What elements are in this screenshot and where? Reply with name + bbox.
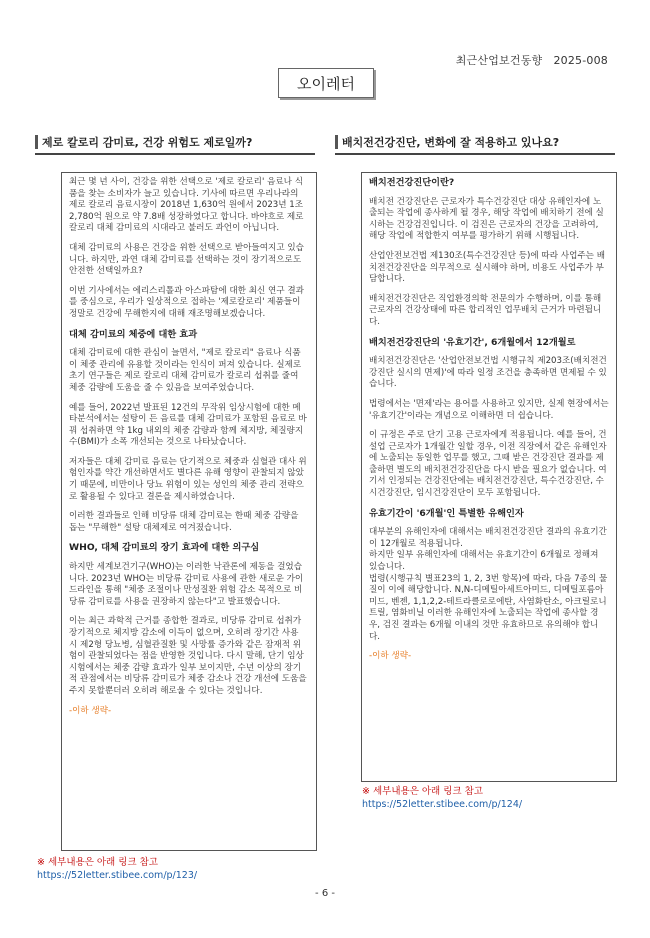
left-paragraph: 저자들은 대체 감미료 음료는 단기적으로 체중과 심혈관 대사 위험인자를 약간 개선하면서도 별다른 유해 영향이 관찰되지 않았기 때문에, 비만이나 당뇨 위험이 있는 성인의 체중 관리 전략으로 활용될 수 있다고 결론을 제시하였습니다.	[69, 456, 307, 502]
right-heading: 배치전건강진단의 '유효기간', 6개월에서 12개월로	[369, 336, 576, 348]
right-paragraph: 대부분의 유해인자에 대해서는 배치전건강진단 결과의 유효기간이 12개월로 적용됩니다. 하지만 일부 유해인자에 대해서는 유효기간이 6개월로 정해져 있습니다. 법령(시행규칙 별표23의 1, 2, 3번 항목)에 따라, 다음 7종의 물질이 이에 해당합니다. N,N-디메틸아세트아미드, 디메틸포름아미드, 벤젠, 1,1,2,2-테트라클로로에탄, 사염화탄소, 아크릴로니트릴, 염화비닐 이러한 유해인자에 노출되는 작업에 종사할 경우, 검진 결과는 6개월 이내의 것만 유효하므로 유의해야 합니다.	[369, 527, 608, 642]
right-paragraph: 산업안전보건법 제130조(특수건강진단 등)에 따라 사업주는 배치전건강진단을 의무적으로 실시해야 하며, 비용도 사업주가 부담합니다.	[369, 250, 606, 285]
left-paragraph: 대체 감미료에 대한 관심이 늘면서, "제로 칼로리" 음료나 식품이 체중 관리에 유용할 것이라는 인식이 퍼져 있습니다. 실제로 초기 연구들은 제로 칼로리 대체 감미료가 칼로리 섭취를 줄여 체중 감량에 도움을 줄 수 있음을 보여주었습니다.	[69, 348, 302, 393]
left-ref-note: ※ 세부내용은 아래 링크 참고	[37, 857, 158, 868]
right-paragraph: 배치전건강진단은 '산업안전보건법 시행규칙 제203조(배치전건강진단 실시의 면제)'에 따라 일정 조건을 충족하면 면제될 수 있습니다.	[369, 356, 607, 390]
left-paragraph: 최근 몇 년 사이, 건강을 위한 선택으로 '제로 칼로리' 음료나 식품을 찾는 소비자가 늘고 있습니다. 기사에 따르면 우리나라의 제로 칼로리 음료시장이 2018년 1,630억 원에서 2023년 1조 2,780억 원으로 약 7.8배 성장하였다고 합니다. 바야흐로 제로 칼로리 대체 감미료의 시대라고 불러도 과언이 아닙니다.	[69, 177, 304, 234]
left-paragraph: 이번 기사에서는 에리스리톨과 아스파탐에 대한 최신 연구 결과를 중심으로, 우리가 일상적으로 접하는 '제로칼로리' 제품들이 정말로 건강에 무해한지에 대해 재조명해보겠습니다.	[69, 285, 304, 319]
right-omitted-note: -이하 생략-	[369, 651, 412, 662]
page-header	[456, 52, 608, 68]
left-paragraph: 하지만 세계보건기구(WHO)는 이러한 낙관론에 제동을 걸었습니다. 2023년 WHO는 비당류 감미료 사용에 관한 새로운 가이드라인을 통해 "체중 조절이나 만성질환 위험 감소 목적으로 비당류 감미료를 사용을 권장하지 않는다"고 발표했습니다.	[69, 562, 304, 607]
left-section-title	[35, 131, 315, 155]
right-heading: 유효기간이 '6개월'인 특별한 유해인자	[369, 507, 524, 519]
left-reference	[37, 856, 197, 882]
right-paragraph: 법령에서는 '면제'라는 용어를 사용하고 있지만, 실제 현장에서는 '유효기간'이라는 개념으로 이해하면 더 쉽습니다.	[369, 398, 609, 421]
page-title: 오이레터	[278, 68, 374, 98]
right-ref-note: ※ 세부내용은 아래 링크 참고	[362, 786, 483, 797]
title-bar-icon	[335, 135, 338, 149]
title-bar-icon	[35, 135, 38, 149]
right-paragraph: 배치전 건강진단은 근로자가 특수건강진단 대상 유해인자에 노출되는 작업에 종사하게 될 경우, 해당 작업에 배치하기 전에 실시하는 건강검진입니다. 이 검진은 근로자의 건강을 고려하여, 해당 작업에 적합한지 여부를 평가하기 위해 시행됩니다.	[369, 196, 604, 242]
page-number: - 6 -	[315, 888, 335, 899]
left-heading: 대체 감미료의 체중에 대한 효과	[69, 328, 198, 340]
left-article-box	[61, 172, 317, 851]
left-omitted-note: -이하 생략-	[69, 705, 112, 716]
right-article-box	[361, 172, 617, 782]
right-section-title	[335, 131, 615, 155]
right-reference	[362, 785, 522, 811]
right-heading: 배치전건강진단이란?	[369, 177, 455, 188]
right-ref-link[interactable]: https://52letter.stibee.com/p/124/	[362, 799, 523, 810]
right-paragraph: 이 규정은 주로 단기 고용 근로자에게 적용됩니다. 예를 들어, 건설업 근로자가 1개월간 일할 경우, 이전 직장에서 같은 유해인자에 노출되는 동일한 업무를 했고, 그때 받은 건강진단 결과를 제출하면 별도의 배치전건강진단을 다시 받을 필요가 없습니다. 여기서 인정되는 건강진단에는 배치전건강진단, 특수건강진단, 수시건강진단, 임시건강진단이 모두 포함됩니다.	[369, 430, 607, 499]
left-heading: WHO, 대체 감미료의 장기 효과에 대한 의구심	[69, 542, 260, 554]
left-paragraph: 예를 들어, 2022년 발표된 12건의 무작위 임상시험에 대한 메타분석에서는 설탕이 든 음료를 대체 감미료가 포함된 음료로 바꿔 섭취하면 약 1kg 내외의 체중 감량과 함께 체지방, 체질량지수(BMI)가 소폭 개선되는 것으로 나타났습니다.	[69, 402, 307, 448]
issue-number: 2025-008	[553, 54, 608, 67]
publication-name: 최근산업보건동향	[455, 54, 543, 67]
left-section-title-text: 제로 칼로리 감미료, 건강 위험도 제로일까?	[42, 136, 253, 149]
left-paragraph: 대체 감미료의 사용은 건강을 위한 선택으로 받아들여지고 있습니다. 하지만, 과연 대체 감미료를 선택하는 것이 장기적으로도 안전한 선택일까요?	[69, 242, 304, 277]
right-section-title-text: 배치전건강진단, 변화에 잘 적용하고 있나요?	[342, 136, 560, 149]
left-paragraph: 이러한 결과들로 인해 비당류 대체 감미료는 한때 체중 감량을 돕는 "무해한" 설탕 대체제로 여겨졌습니다.	[69, 511, 299, 533]
right-paragraph: 배치전건강진단은 직업환경의학 전문의가 수행하며, 이를 통해 근로자의 건강상태에 따른 합리적인 업무배치 근거가 마련됩니다.	[369, 293, 602, 327]
left-paragraph: 이는 최근 과학적 근거를 종합한 결과로, 비당류 감미료 섭취가 장기적으로 체지방 감소에 이득이 없으며, 오히려 장기간 사용 시 제2형 당뇨병, 심혈관질환 및 사망률 증가와 같은 잠재적 위험이 관찰되었다는 점을 반영한 것입니다. 다시 말해, 단기 임상시험에서는 체중 감량 효과가 일부 보이지만, 수년 이상의 장기적 관점에서는 비당류 감미료가 체중 감소나 건강 개선에 도움을 주지 못할뿐더러 오히려 해로울 수 있다는 것입니다.	[69, 616, 307, 696]
left-ref-link[interactable]: https://52letter.stibee.com/p/123/	[37, 870, 198, 881]
